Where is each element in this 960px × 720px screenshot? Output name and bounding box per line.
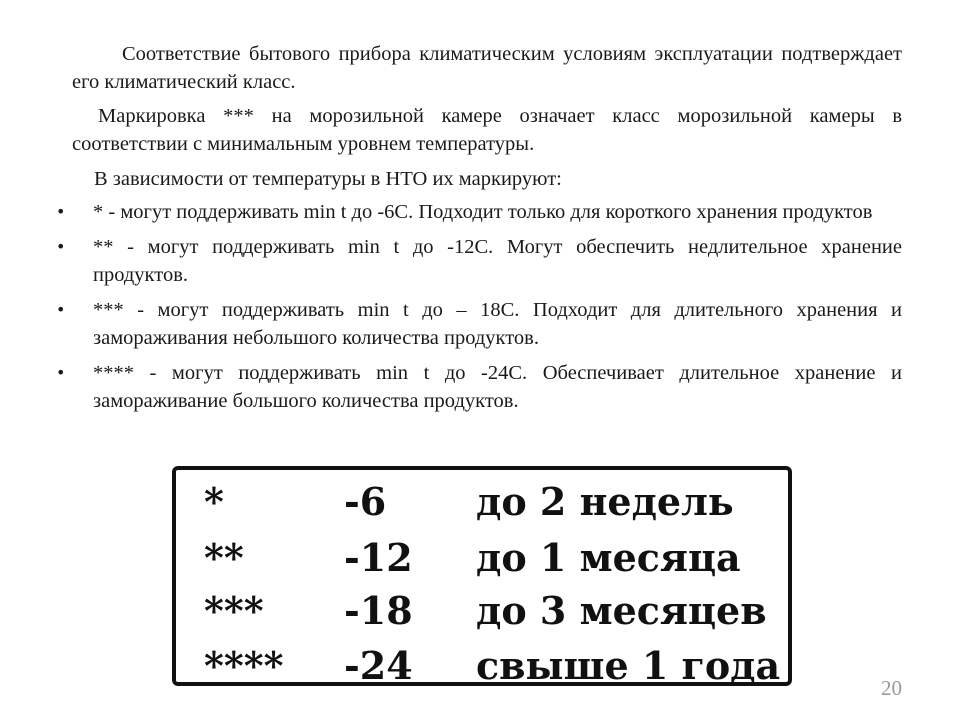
table-row: [176, 530, 788, 586]
list-item: [56, 359, 902, 415]
list-item-text: *** - могут поддерживать min t до – 18С. Подходит для длительного хранения и замораживания небольшого количества продуктов.: [93, 299, 902, 349]
table-row: [176, 583, 788, 639]
temperature-cell: -12: [344, 535, 413, 580]
storage-time-cell: до 2 недель: [476, 479, 734, 524]
stars-cell: ****: [204, 643, 284, 688]
table-row: [176, 474, 788, 530]
list-item: [56, 296, 902, 352]
list-item-text: * - могут поддерживать min t до -6С. Подходит только для короткого хранения продуктов: [93, 201, 873, 223]
storage-time-cell: до 3 месяцев: [476, 588, 767, 633]
list-item-text: ** - могут поддерживать min t до -12С. Могут обеспечить недлительное хранение продуктов.: [93, 236, 902, 286]
bullet-icon: •: [56, 300, 66, 319]
lead-in-paragraph: В зависимости от температуры в НТО их маркируют:: [94, 168, 562, 190]
marking-paragraph: Маркировка *** на морозильной камере означает класс морозильной камеры в соответствии с минимальным уровнем температуры.: [72, 105, 902, 155]
freezer-class-table: [172, 466, 792, 686]
list-item: [56, 198, 902, 226]
bullet-icon: •: [56, 237, 66, 256]
bullet-icon: •: [56, 363, 66, 382]
stars-cell: *: [204, 479, 224, 524]
temperature-cell: -18: [344, 588, 413, 633]
page-number: 20: [881, 676, 902, 700]
storage-time-cell: свыше 1 года: [476, 643, 781, 688]
intro-paragraph: Соответствие бытового прибора климатическим условиям эксплуатации подтверждает его климатический класс.: [72, 43, 902, 93]
bullet-icon: •: [56, 202, 66, 221]
temperature-cell: -6: [344, 479, 387, 524]
table-row: [176, 638, 788, 694]
list-item-text: **** - могут поддерживать min t до -24С. Обеспечивает длительное хранение и замораживание большого количества продуктов.: [93, 362, 902, 412]
list-item: [56, 233, 902, 289]
storage-time-cell: до 1 месяца: [476, 535, 741, 580]
freezer-class-list: [56, 198, 902, 422]
stars-cell: **: [204, 535, 244, 580]
stars-cell: ***: [204, 588, 264, 633]
temperature-cell: -24: [344, 643, 413, 688]
